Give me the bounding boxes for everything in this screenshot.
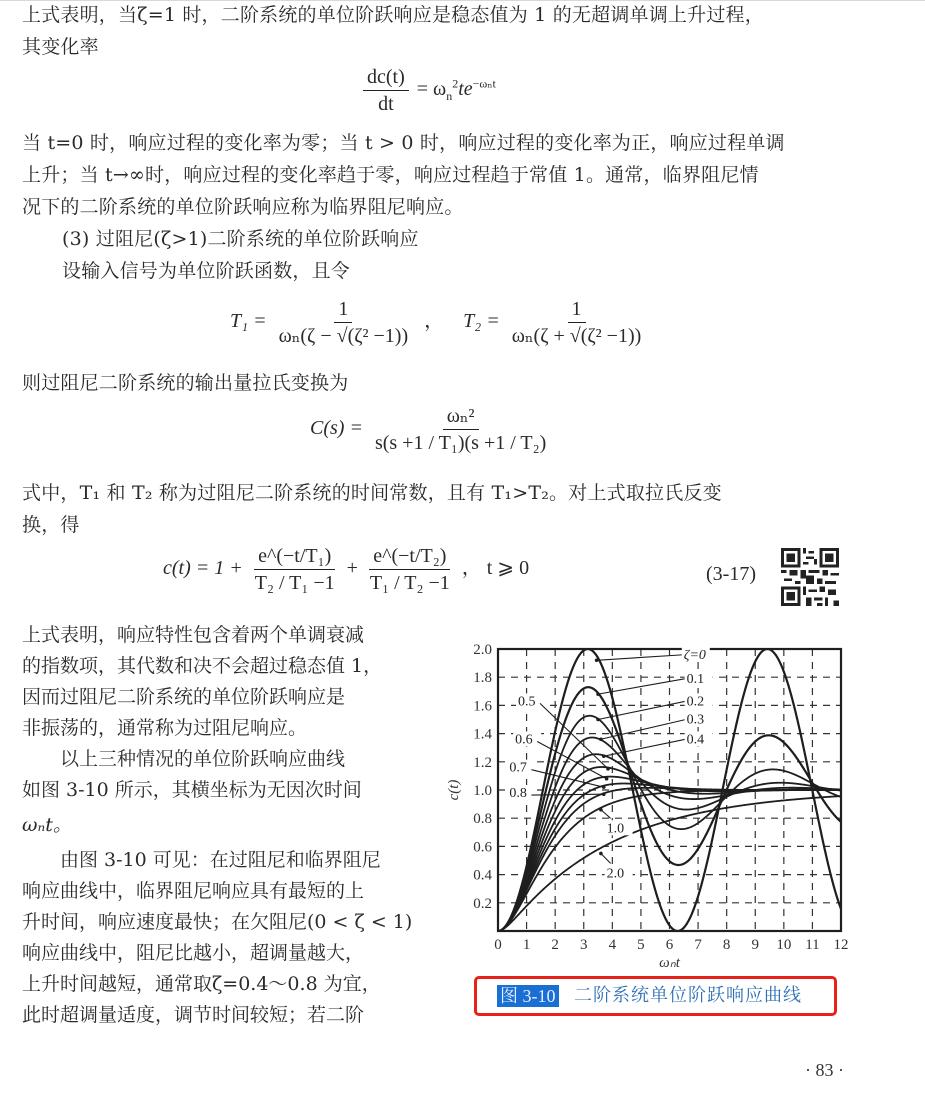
label-leader-line: [601, 853, 611, 863]
left-column-line-9: 响应曲线中，临界阻尼响应具有最短的上: [22, 880, 365, 902]
curve-label: 0.1: [686, 671, 705, 687]
x-axis-label: ωₙt: [659, 955, 680, 971]
paragraph-time-constants-line1: 式中，T₁ 和 T₂ 称为过阻尼二阶系统的时间常数，且有 T₁>T₂。对上式取拉氏反变: [22, 482, 722, 504]
curve-label: 0.5: [518, 694, 536, 710]
equation-step-response: c(t) = 1 + $\frac{\text{e\textasciicircum{}(−t/T₁)}}{\text{T₂ / T₁ −1}}$ + $\frac{\text{e\textasciicircum{}(−t/T₂)}}{\text{T₁ / T₂ −1}}$ ， t ⩾ 0: [163, 545, 530, 594]
x-tick-label: 5: [637, 937, 645, 953]
left-column-line-10: 升时间，响应速度最快；在欠阻尼(0 < ζ < 1): [22, 911, 413, 933]
x-tick-label: 12: [833, 937, 849, 953]
left-column-line-5: 以上三种情况的单位阶跃响应曲线: [22, 748, 346, 770]
curve-label: 0.4: [686, 732, 705, 748]
figure-caption: 二阶系统单位阶跃响应曲线: [574, 985, 802, 1006]
label-arrow-head: [596, 692, 600, 696]
y-tick-label: 1.6: [473, 698, 492, 715]
x-tick-label: 0: [494, 937, 502, 953]
x-tick-label: 7: [694, 937, 702, 953]
paragraph-time-constants-line2: 换，得: [22, 514, 80, 536]
step-response-chart: [440, 636, 860, 976]
x-tick-label: 9: [751, 937, 759, 953]
y-tick-label: 0.8: [473, 811, 492, 828]
label-leader-line: [531, 770, 603, 788]
curve-label: 2.0: [606, 866, 625, 882]
x-tick-label: 10: [776, 937, 792, 953]
y-axis-label: c(t): [446, 779, 462, 801]
left-column-line-2: 的指数项，其代数和决不会超过稳态值 1，: [22, 655, 383, 677]
left-column-line-1: 上式表明，响应特性包含着两个单调衰减: [22, 624, 365, 646]
x-tick-label: 11: [805, 937, 820, 953]
left-column-line-13: 此时超调量适度，调节时间较短；若二阶: [22, 1004, 365, 1026]
y-tick-label: 0.4: [473, 867, 492, 884]
y-tick-label: 1.0: [473, 783, 492, 799]
label-arrow-head: [605, 777, 609, 781]
page-number: · 83 ·: [805, 1060, 844, 1080]
paragraph-rate-line1: 当 t=0 时，响应过程的变化率为零；当 t > 0 时，响应过程的变化率为正，响应过程单调: [22, 132, 785, 154]
x-tick-label: 6: [665, 937, 674, 953]
x-tick-label: 2: [551, 937, 559, 953]
left-column-line-8: 由图 3-10 可见：在过阻尼和临界阻尼: [22, 849, 381, 871]
y-tick-label: 1.8: [473, 670, 492, 687]
equation-time-constants: T₁ = $\frac{1}{\text{ωₙ(ζ − √(ζ² −1))}}$ ， T₂ = $\frac{1}{\text{ωₙ(ζ + √(ζ² −1))}}$: [230, 298, 642, 347]
x-tick-label: 8: [722, 937, 731, 953]
curve-label: 0.3: [686, 712, 705, 728]
eq-derivative-denominator: dt: [378, 93, 394, 115]
label-arrow-head: [602, 785, 606, 789]
eq-derivative-rhs: = $\omega_n^2te^{-\omega_nt}$: [416, 76, 496, 104]
eq-derivative-numerator: dc(t): [363, 66, 409, 91]
paragraph-laplace: 则过阻尼二阶系统的输出量拉氏变换为: [22, 372, 349, 394]
qr-code-icon[interactable]: [780, 548, 840, 606]
y-tick-label: 1.4: [473, 726, 492, 743]
curve-label: ζ=0: [683, 647, 706, 663]
equation-number: (3-17): [706, 563, 756, 585]
figure-number[interactable]: 图 3-10: [497, 985, 559, 1007]
y-tick-label: 2.0: [473, 642, 492, 658]
left-column-line-11: 响应曲线中，阻尼比越小，超调量越大，: [22, 942, 365, 964]
x-tick-label: 3: [580, 937, 588, 953]
section-heading-overdamped: (3) 过阻尼(ζ>1)二阶系统的单位阶跃响应: [62, 228, 419, 250]
label-arrow-head: [606, 767, 610, 771]
paragraph-rate-line3: 况下的二阶系统的单位阶跃响应称为临界阻尼响应。: [22, 196, 464, 218]
label-arrow-head: [596, 718, 600, 722]
label-arrow-head: [595, 658, 599, 662]
label-arrow-head: [599, 808, 603, 812]
paragraph-critical-damping-line2: 其变化率: [22, 36, 99, 58]
left-column-line-3: 因而过阻尼二阶系统的单位阶跃响应是: [22, 686, 346, 708]
left-column-line-4: 非振荡的，通常称为过阻尼响应。: [22, 717, 308, 739]
curve-label: 0.6: [515, 732, 533, 748]
paragraph-input-signal: 设输入信号为单位阶跃函数，且令: [62, 260, 351, 282]
curve-label: 1.0: [606, 821, 625, 837]
label-arrow-head: [599, 852, 603, 856]
left-column-line-6: 如图 3-10 所示，其横坐标为无因次时间: [22, 779, 362, 801]
label-leader-line: [597, 655, 682, 660]
label-leader-line: [601, 810, 611, 819]
curve-label: 0.2: [686, 694, 705, 710]
paragraph-critical-damping-line1: 上式表明，当ζ=1 时，二阶系统的单位阶跃响应是稳态值为 1 的无超调单调上升过程，: [22, 4, 764, 26]
y-tick-label: 0.6: [473, 839, 492, 856]
paragraph-rate-line2: 上升；当 t→∞时，响应过程的变化率趋于零，响应过程趋于常值 1。通常，临界阻尼情: [22, 164, 759, 186]
left-column-line-12: 上升时间越短，通常取ζ=0.4～0.8 为宜，: [22, 973, 381, 995]
label-arrow-head: [602, 754, 606, 758]
equation-derivative: [360, 66, 496, 115]
x-tick-label: 4: [608, 937, 617, 953]
left-column-line-7: ωₙt。: [22, 814, 72, 836]
equation-laplace-output: C(s) = $\frac{\text{ωₙ²}}{\text{s(s +1 / T₁)(s +1 / T₂)}}$: [310, 405, 547, 454]
curve-label: 0.8: [509, 786, 527, 802]
curve-label: 0.7: [509, 760, 527, 776]
x-tick-label: 1: [522, 937, 531, 953]
y-tick-label: 0.2: [473, 895, 492, 912]
y-tick-label: 1.2: [473, 754, 492, 771]
label-arrow-head: [602, 792, 606, 796]
label-arrow-head: [599, 737, 603, 741]
